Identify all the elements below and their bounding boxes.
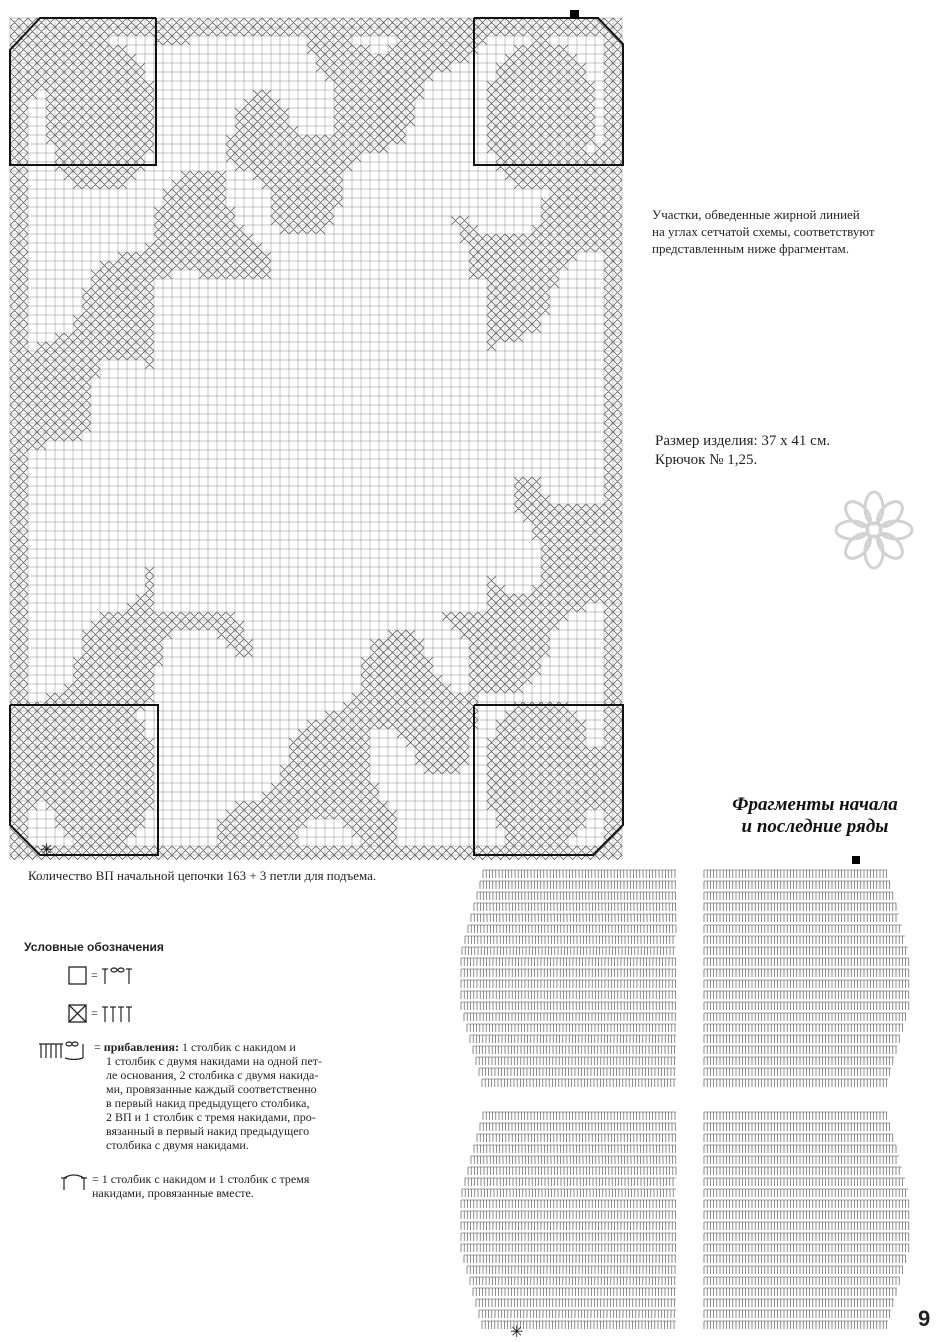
size-text: Размер изделия: 37 х 41 см.: [655, 433, 831, 449]
fragment-start-square-marker: [852, 856, 860, 864]
page-number: 9: [918, 1306, 931, 1331]
fragment-top-right: [700, 866, 915, 1091]
increase-line-5: 2 ВП и 1 столбик с тремя накидами, про-: [106, 1110, 316, 1124]
grid-lines: [10, 18, 622, 860]
fragment-bottom-right: [700, 1108, 915, 1336]
filled-mesh-stitch-icon: [101, 1004, 137, 1024]
legend-together: [60, 1172, 370, 1200]
increase-line-1: 1 столбик с двумя накидами на одной пет-: [106, 1054, 323, 1068]
fragments-title: [690, 794, 940, 838]
increase-line-2: ле основания, 2 столбика с двумя накида-: [106, 1068, 319, 1082]
fragments-title-line-1: Фрагменты начала: [732, 794, 898, 815]
fragment-stitches: [704, 870, 909, 1087]
increase-line-7: столбика с двумя накидами.: [106, 1138, 249, 1152]
together-stitch-icon: [60, 1172, 90, 1192]
increase-line-0: 1 столбик с накидом и: [181, 1040, 296, 1054]
legend-open-mesh: [68, 966, 137, 986]
together-line-0: 1 столбик с накидом и 1 столбик с тремя: [101, 1172, 310, 1186]
fragments-title-line-2: и последние ряды: [741, 816, 889, 837]
open-mesh-stitch-icon: [101, 966, 137, 986]
increase-stitch-icon: [38, 1040, 88, 1060]
flower-icon: [832, 488, 916, 572]
legend-eq-1: =: [91, 967, 98, 982]
fragment-bottom-left: [455, 1108, 680, 1336]
size-info: [655, 432, 945, 470]
increase-line-3: ми, провязанные каждый соответственно: [106, 1082, 317, 1096]
note-line-1: Участки, обведенные жирной линией: [652, 207, 860, 222]
hook-text: Крючок № 1,25.: [655, 452, 758, 468]
corner-note: [652, 206, 942, 257]
increase-line-6: вязанный в первый накид предыдущего: [106, 1124, 310, 1138]
start-square-marker: [570, 10, 579, 19]
increase-line-4: в первый накид предыдущего столбика,: [106, 1096, 310, 1110]
note-line-2: на углах сетчатой схемы, соответствуют: [652, 224, 875, 239]
legend-title: Условные обозначения: [24, 940, 164, 954]
fragment-stitches: [461, 1112, 676, 1329]
together-line-1: накидами, провязанные вместе.: [92, 1186, 254, 1200]
fragment-top-left: [455, 866, 680, 1091]
filled-mesh-symbol: [68, 1004, 88, 1024]
note-line-3: представленным ниже фрагментам.: [652, 241, 850, 256]
open-mesh-symbol: [68, 966, 88, 986]
legend-eq-4: =: [92, 1172, 99, 1186]
show-through-text: [632, 475, 832, 615]
filet-chart: [8, 10, 628, 860]
legend-filled-mesh: [68, 1004, 137, 1024]
fragment-stitches: [461, 870, 676, 1087]
fragment-stitches: [704, 1112, 909, 1329]
legend-eq-2: =: [91, 1005, 98, 1020]
start-star-marker: ✳: [40, 842, 54, 859]
fragment-star-marker: ✳: [510, 1324, 524, 1341]
legend-increase: [38, 1040, 368, 1152]
legend-eq-3: =: [94, 1040, 101, 1054]
increase-label: прибавления:: [103, 1040, 179, 1054]
chain-caption: Количество ВП начальной цепочки 163 + 3 петли для подъема.: [28, 868, 377, 883]
